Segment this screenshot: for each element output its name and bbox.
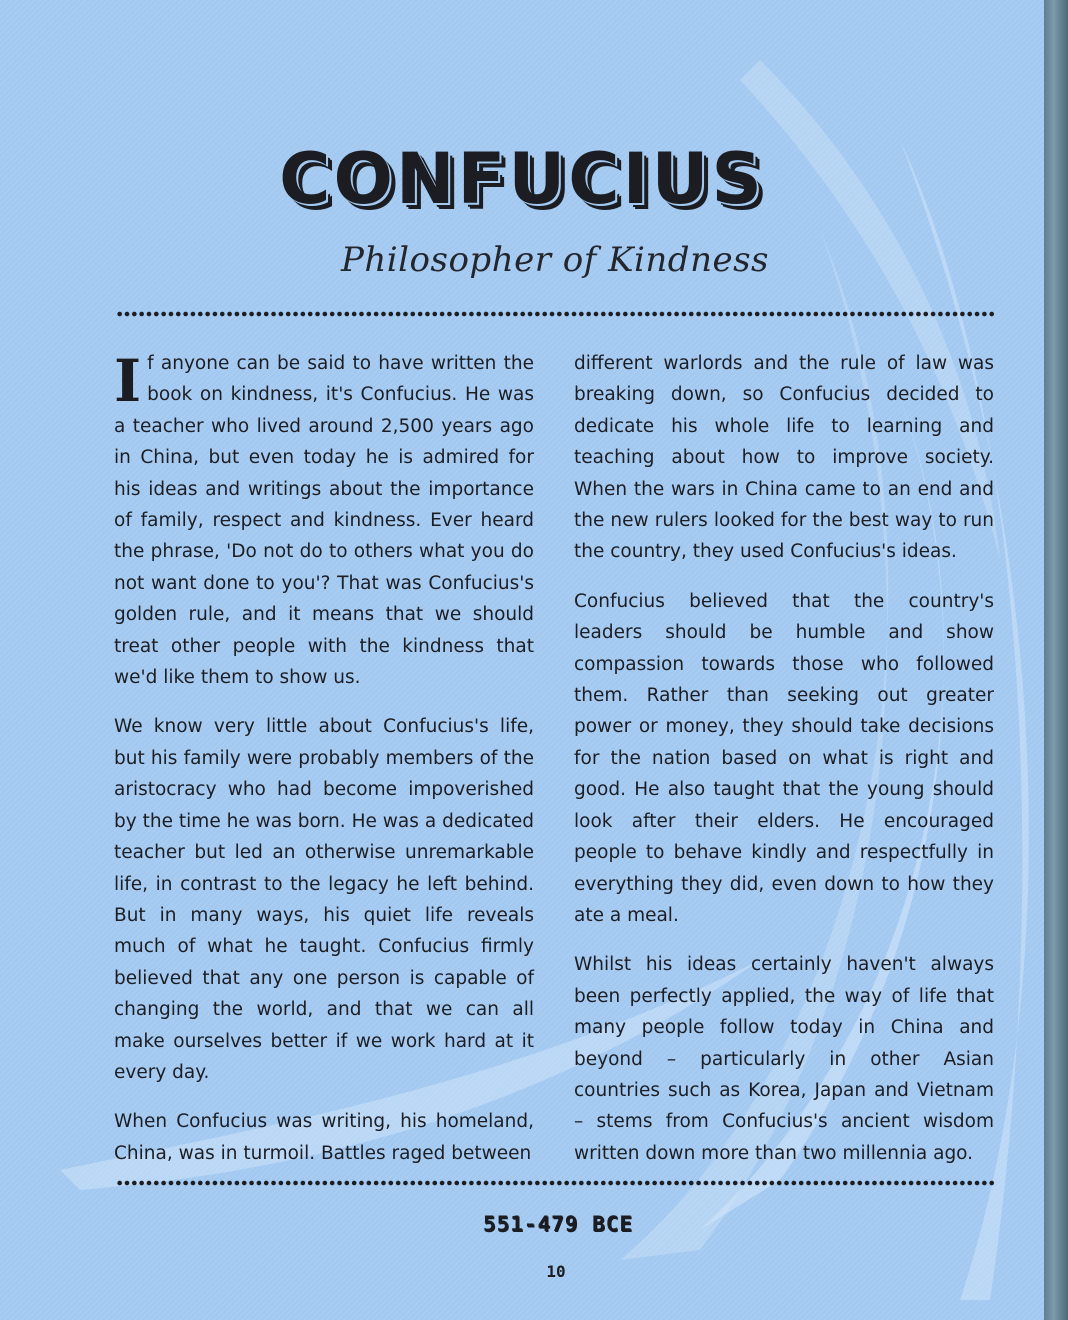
paragraph: Whilst his ideas certainly haven't always been perfectly applied, the way of life that many people follow today in China and beyond – particularly in other Asian countries such as Korea, Japan and Vietnam – stems from Confucius's ancient wisdom written down more than two millennia ago. xyxy=(574,954,994,1164)
paragraph: Confucius believed that the country's leaders should be humble and show compassion towards those who followed them. Rather than seeking out greater power or money, they should take decisions for the nation based on what is right and good. He also taught that the young should look after their elders. He encouraged people to behave kindly and respectfully in everything they did, even down to how they ate a meal. xyxy=(574,590,994,926)
drop-cap: I xyxy=(114,347,142,415)
paragraph xyxy=(114,348,534,693)
lifespan-dates: 551-479 BCE xyxy=(482,1212,634,1236)
text-column-right xyxy=(574,348,994,1187)
dotted-divider-bottom xyxy=(116,1180,996,1186)
text-column-left xyxy=(114,348,534,1187)
page-title: CONFUCIUS xyxy=(279,138,765,220)
paragraph: different warlords and the rule of law was breaking down, so Confucius decided to dedicate his whole life to learning and teaching about how to improve society. When the wars in China came to an end and the new rulers looked for the best way to run the country, they used Confucius's ideas. xyxy=(574,353,994,563)
dotted-divider-top xyxy=(116,311,996,317)
paragraph-text: f anyone can be said to have written the book on kindness, it's Confucius. He was a teacher who lived around 2,500 years ago in China, but even today he is admired for his ideas and writings about the importance of family, respect and kindness. Ever heard the phrase, 'Do not do to others what you do not want done to you'? That was Confucius's golden rule, and it means that we should treat other people with the kindness that we'd like them to show us. xyxy=(114,353,534,689)
page-subtitle: Philosopher of Kindness xyxy=(341,240,769,280)
book-edge xyxy=(1044,0,1068,1320)
paragraph: We know very little about Confucius's life, but his family were probably members of the aristocracy who had become impoverished by the time he was born. He was a dedicated teacher but led an otherwise unremarkable life, in contrast to the legacy he left behind. But in many ways, his quiet life reveals much of what he taught. Confucius firmly believed that any one person is capable of changing the world, and that we can all make ourselves better if we work hard at it every day. xyxy=(114,716,534,1083)
page-number: 10 xyxy=(546,1262,566,1281)
paragraph: When Confucius was writing, his homeland, China, was in turmoil. Battles raged between xyxy=(114,1111,534,1164)
